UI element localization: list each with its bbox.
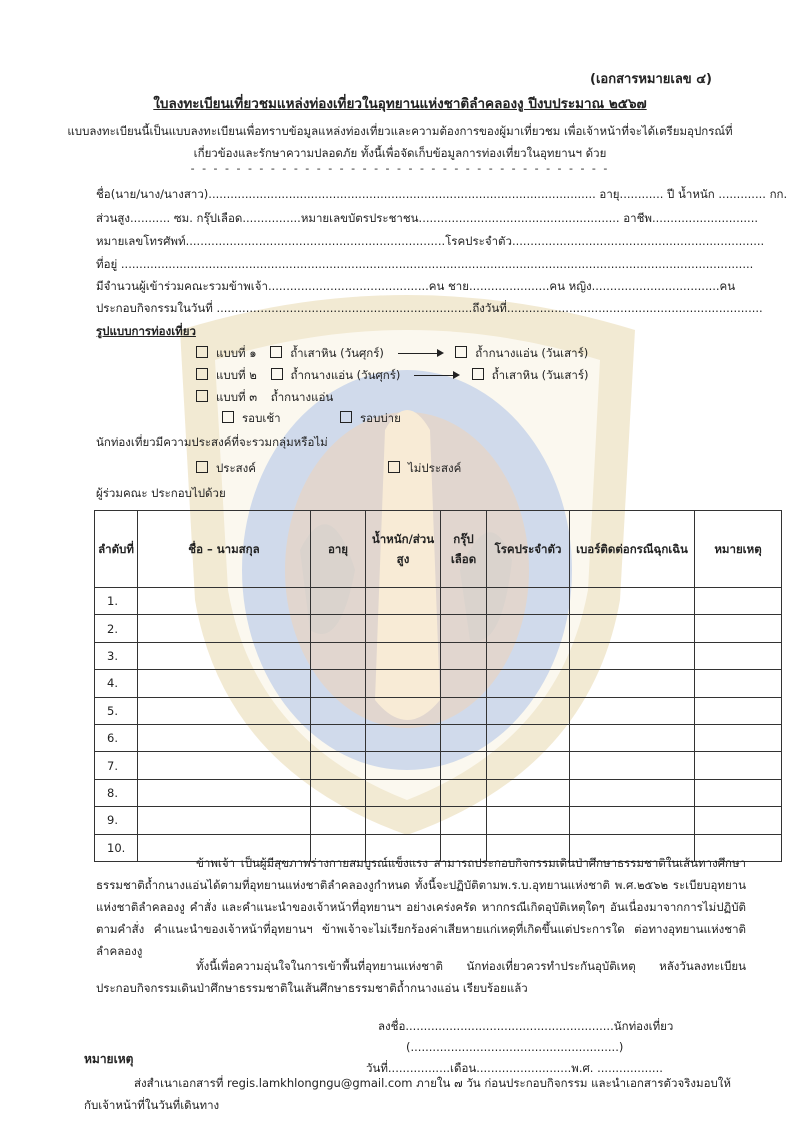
- option-2-dest-checkbox[interactable]: [472, 368, 484, 380]
- table-row[interactable]: [95, 670, 782, 697]
- cell-name[interactable]: [138, 752, 311, 779]
- morning-checkbox[interactable]: [222, 411, 234, 423]
- cell-blood-type[interactable]: [441, 779, 487, 806]
- activity-dates-field[interactable]: ประกอบกิจกรรมในวันที่ ......................................................................ถึงวันที่......................................................................: [96, 301, 763, 315]
- table-row[interactable]: [95, 807, 782, 834]
- col-remark: หมายเหตุ: [695, 511, 782, 588]
- cell-disease[interactable]: [487, 779, 570, 806]
- cell-name[interactable]: [138, 779, 311, 806]
- group-no-label: ไม่ประสงค์: [408, 461, 462, 475]
- table-row[interactable]: [95, 779, 782, 806]
- cell-age[interactable]: [311, 779, 366, 806]
- cell-remark[interactable]: [695, 724, 782, 751]
- cell-blood-type[interactable]: [441, 642, 487, 669]
- afternoon-checkbox[interactable]: [340, 411, 352, 423]
- option-2-to: ถ้ำเสาหิน (วันเสาร์): [491, 368, 589, 382]
- table-row[interactable]: [95, 752, 782, 779]
- cell-emergency-contact[interactable]: [570, 807, 695, 834]
- afternoon-label: รอบบ่าย: [360, 411, 401, 425]
- form-intro: แบบลงทะเบียนนี้เป็นแบบลงทะเบียนเพื่อทราบข้อมูลแหล่งท่องเที่ยวและความต้องการของผู้มาเที่ยวชม เพื่อเจ้าหน้าที่จะได้เตรียมอุปกรณ์ที่เกี่ยวข้องและรักษาความปลอดภัย ทั้งนี้เพื่อจัดเก็บข้อมูลการท่องเที่ยวในอุทยานฯ ด้วย: [67, 124, 733, 160]
- cell-weight-height[interactable]: [366, 779, 441, 806]
- col-disease: โรคประจำตัว: [487, 511, 570, 588]
- option-2-label: แบบที่ ๒: [216, 368, 257, 382]
- col-name: ชื่อ – นามสกุล: [138, 511, 311, 588]
- arrow-right-icon: [398, 353, 442, 355]
- cell-age[interactable]: [311, 724, 366, 751]
- cell-remark[interactable]: [695, 588, 782, 615]
- cell-name[interactable]: [138, 670, 311, 697]
- cell-emergency-contact[interactable]: [570, 642, 695, 669]
- row-number: 10.: [95, 834, 138, 861]
- option-3-label: แบบที่ ๓: [216, 390, 258, 404]
- group-yes-label: ประสงค์: [216, 461, 256, 475]
- group-no[interactable]: [388, 460, 461, 478]
- cell-name[interactable]: [138, 724, 311, 751]
- tour-type-heading: รูปแบบการท่องเที่ยว: [96, 324, 196, 338]
- cell-emergency-contact[interactable]: [570, 588, 695, 615]
- cell-emergency-contact[interactable]: [570, 779, 695, 806]
- table-row[interactable]: [95, 588, 782, 615]
- cell-disease[interactable]: [487, 697, 570, 724]
- cell-disease[interactable]: [487, 752, 570, 779]
- table-row[interactable]: [95, 615, 782, 642]
- row-number: 2.: [95, 615, 138, 642]
- row-number: 9.: [95, 807, 138, 834]
- cell-blood-type[interactable]: [441, 697, 487, 724]
- cell-blood-type[interactable]: [441, 615, 487, 642]
- cell-weight-height[interactable]: [366, 670, 441, 697]
- col-age: อายุ: [311, 511, 366, 588]
- cell-blood-type[interactable]: [441, 588, 487, 615]
- cell-name[interactable]: [138, 615, 311, 642]
- row-number: 1.: [95, 588, 138, 615]
- cell-age[interactable]: [311, 752, 366, 779]
- round-afternoon[interactable]: [340, 410, 401, 428]
- declaration-paragraph: ข้าพเจ้า เป็นผู้มีสุขภาพร่างกายสมบูรณ์แข็งแรง สามารถประกอบกิจกรรมเดินป่าศึกษาธรรมชาติในเส้นทางศึกษาธรรมชาติถ้ำกนางแอ่นได้ตามที่อุทยานแห่งชาติลำคลองงูกำหนด ทั้งนี้จะปฏิบัติตามพ.ร.บ.อุทยานแห่งชาติ พ.ศ.๒๕๖๒ ระเบียบอุทยานแห่งชาติลำคลองงู คำสั่ง และคำแนะนำของเจ้าหน้าที่อุทยานฯ อย่างเคร่งครัด หากกรณีเกิดอุบัติเหตุใดๆ อันเนื่องมาจากการไม่ปฏิบัติตามคำสั่ง คำแนะนำของเจ้าหน้าที่อุทยานฯ ข้าพเจ้าจะไม่เรียกร้องค่าเสียหายแก่เหตุที่เกิดขึ้นแต่ประการใด ต่อทางอุทยานแห่งชาติลำคลองงู: [96, 856, 746, 958]
- tour-option-3[interactable]: [196, 389, 333, 407]
- cell-weight-height[interactable]: [366, 724, 441, 751]
- cell-blood-type[interactable]: [441, 724, 487, 751]
- cell-disease[interactable]: [487, 724, 570, 751]
- cell-emergency-contact[interactable]: [570, 752, 695, 779]
- cell-remark[interactable]: [695, 615, 782, 642]
- option-1-label: แบบที่ ๑: [216, 346, 257, 360]
- cell-age[interactable]: [311, 807, 366, 834]
- phone-disease-field[interactable]: หมายเลขโทรศัพท์.......................................................................โรคประจำตัว.....................................................................: [96, 234, 765, 248]
- cell-age[interactable]: [311, 588, 366, 615]
- option-2-checkbox[interactable]: [196, 368, 208, 380]
- group-yes[interactable]: [196, 460, 256, 478]
- cell-disease[interactable]: [487, 807, 570, 834]
- signature-name[interactable]: (.........................................................): [406, 1040, 624, 1054]
- cell-weight-height[interactable]: [366, 697, 441, 724]
- round-morning[interactable]: [222, 410, 281, 428]
- cell-blood-type[interactable]: [441, 807, 487, 834]
- height-blood-id-occupation-field[interactable]: ส่วนสูง........... ซม. กรุ๊ปเลือด................หมายเลขบัตรประชาชน....................................................... อาชีพ.............................: [96, 211, 759, 225]
- cell-disease[interactable]: [487, 588, 570, 615]
- name-age-weight-field[interactable]: ชื่อ(นาย/นาง/นางสาว).......................................................................................................... อายุ............ ปี น้ำหนัก ............. กก.: [96, 187, 788, 201]
- group-no-checkbox[interactable]: [388, 461, 400, 473]
- row-number: 3.: [95, 642, 138, 669]
- cell-remark[interactable]: [695, 807, 782, 834]
- cell-weight-height[interactable]: [366, 807, 441, 834]
- cell-name[interactable]: [138, 807, 311, 834]
- row-number: 4.: [95, 670, 138, 697]
- col-weight-height: น้ำหนัก/ส่วนสูง: [366, 511, 441, 588]
- group-size-field[interactable]: มีจำนวนผู้เข้าร่วมคณะรวมข้าพเจ้า............................................คน ชาย......................คน หญิง...................................คน: [96, 279, 736, 293]
- footer-note: ส่งสำเนาเอกสารที่ regis.lamkhlongngu@gmail.com ภายใน ๗ วัน ก่อนประกอบกิจกรรม และนำเอกสารตัวจริงมอบให้กับเจ้าหน้าที่ในวันที่เดินทาง: [84, 1076, 731, 1112]
- cell-emergency-contact[interactable]: [570, 697, 695, 724]
- arrow-right-icon: [414, 375, 458, 377]
- cell-age[interactable]: [311, 615, 366, 642]
- signature-line[interactable]: ลงชื่อ.........................................................นักท่องเที่ยว: [378, 1019, 674, 1033]
- document-number: (เอกสารหมายเลข ๔): [590, 72, 712, 87]
- cell-remark[interactable]: [695, 670, 782, 697]
- cell-emergency-contact[interactable]: [570, 724, 695, 751]
- cell-weight-height[interactable]: [366, 588, 441, 615]
- members-heading: ผู้ร่วมคณะ ประกอบไปด้วย: [96, 486, 226, 500]
- option-3-checkbox[interactable]: [196, 390, 208, 402]
- option-3-place: ถ้ำกนางแอ่น: [270, 390, 334, 404]
- cell-age[interactable]: [311, 670, 366, 697]
- insurance-paragraph: ทั้งนี้เพื่อความอุ่นใจในการเข้าพื้นที่อุทยานแห่งชาติ นักท่องเที่ยวควรทำประกันอุบัติเหตุ หลังวันลงทะเบียนประกอบกิจกรรมเดินป่าศึกษาธรรมชาติในเส้นศึกษาธรรมชาติถ้ำกนางแอ่น เรียบร้อยแล้ว: [96, 959, 746, 995]
- cell-disease[interactable]: [487, 670, 570, 697]
- tour-option-1[interactable]: [196, 345, 588, 363]
- row-number: 5.: [95, 697, 138, 724]
- row-number: 6.: [95, 724, 138, 751]
- table-row[interactable]: [95, 642, 782, 669]
- cell-weight-height[interactable]: [366, 752, 441, 779]
- cell-age[interactable]: [311, 697, 366, 724]
- cell-weight-height[interactable]: [366, 642, 441, 669]
- separator-line: - - - - - - - - - - - - - - - - - - - - - - - - - - - - - - - - - - - - -: [190, 162, 610, 175]
- col-order: ลำดับที่: [95, 511, 138, 588]
- col-emergency-contact: เบอร์ติดต่อกรณีฉุกเฉิน: [570, 511, 695, 588]
- cell-remark[interactable]: [695, 752, 782, 779]
- cell-name[interactable]: [138, 588, 311, 615]
- table-row[interactable]: [95, 697, 782, 724]
- row-number: 8.: [95, 779, 138, 806]
- option-1-cave-checkbox[interactable]: [270, 346, 282, 358]
- form-title: ใบลงทะเบียนเที่ยวชมแหล่งท่องเที่ยวในอุทยานแห่งชาติลำคลองงู ปีงบประมาณ ๒๕๖๗: [153, 96, 647, 112]
- table-row[interactable]: [95, 724, 782, 751]
- cell-weight-height[interactable]: [366, 615, 441, 642]
- col-blood-type: กรุ๊ปเลือด: [441, 511, 487, 588]
- cell-remark[interactable]: [695, 697, 782, 724]
- option-2-cave-checkbox[interactable]: [271, 368, 283, 380]
- cell-disease[interactable]: [487, 615, 570, 642]
- cell-disease[interactable]: [487, 642, 570, 669]
- cell-blood-type[interactable]: [441, 670, 487, 697]
- option-2-from: ถ้ำกนางแอ่น (วันศุกร์): [290, 368, 401, 382]
- cell-remark[interactable]: [695, 779, 782, 806]
- members-table: [94, 510, 782, 862]
- morning-label: รอบเช้า: [242, 411, 281, 425]
- cell-emergency-contact[interactable]: [570, 615, 695, 642]
- group-yes-checkbox[interactable]: [196, 461, 208, 473]
- tour-option-2[interactable]: [196, 367, 589, 385]
- option-1-to: ถ้ำกนางแอ่น (วันเสาร์): [475, 346, 589, 360]
- cell-emergency-contact[interactable]: [570, 670, 695, 697]
- cell-name[interactable]: [138, 697, 311, 724]
- cell-remark[interactable]: [695, 642, 782, 669]
- row-number: 7.: [95, 752, 138, 779]
- date-line[interactable]: วันที่.................เดือน..........................พ.ศ. ..................: [366, 1061, 663, 1075]
- option-1-dest-checkbox[interactable]: [455, 346, 467, 358]
- group-question: นักท่องเที่ยวมีความประสงค์ที่จะรวมกลุ่มหรือไม่: [96, 435, 328, 449]
- cell-age[interactable]: [311, 642, 366, 669]
- cell-blood-type[interactable]: [441, 752, 487, 779]
- table-header-row: [95, 511, 782, 588]
- address-field[interactable]: ที่อยู่ .............................................................................................................................................................................: [96, 257, 754, 271]
- remark-title: หมายเหตุ: [84, 1052, 134, 1066]
- option-1-from: ถ้ำเสาหิน (วันศุกร์): [290, 346, 384, 360]
- option-1-checkbox[interactable]: [196, 346, 208, 358]
- cell-name[interactable]: [138, 642, 311, 669]
